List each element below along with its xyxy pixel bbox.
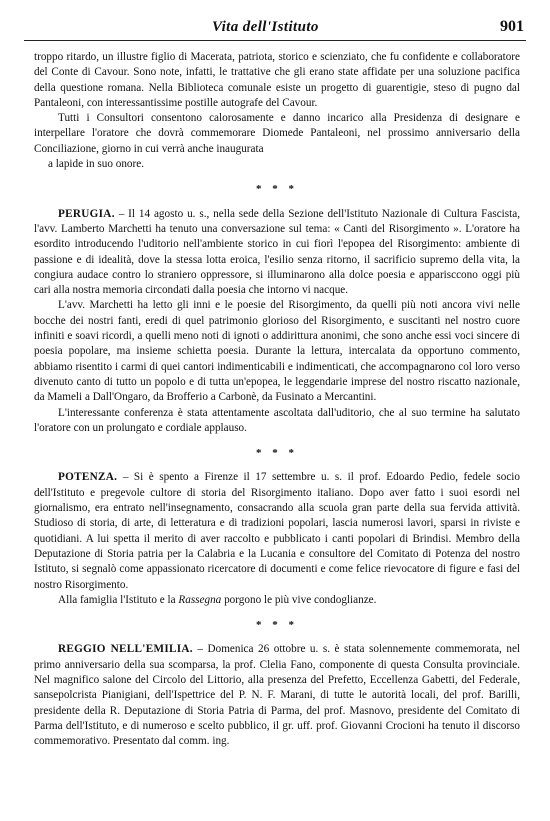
potenza-paragraph: [34, 470, 520, 592]
place-heading-reggio: REGGIO NELL'EMILIA.: [58, 643, 193, 656]
running-title: Vita dell'Istituto: [212, 19, 319, 35]
perugia-paragraph: [34, 207, 520, 299]
reggio-text: – Domenica 26 ottobre u. s. è stata solennemente commemorata, nel primo anniversario della sua scomparsa, la prof. Clelia Fano, componente di questa Consulta provinciale. Nel magnifico salone del Circolo del Littorio, alla presenza del Prefetto, Eccellenza Gabetti, del Federale, sansepolcrista Pianigiani, dell'Ispettrice del P. N. F. Marani, di tutte le autorità locali, del prof. Barilli, presidente della R. Deputazione di Storia Patria di Parma, del prof. Masnovo, presidente del Comitato di Parma dell'Istituto, e di numeroso e scelto pubblico, il gr. uff. prof. Giovanni Crocioni ha tenuto il discorso commemorativo. Presentato dal comm. ing.: [34, 643, 521, 748]
potenza-text: Alla famiglia l'Istituto e la: [58, 593, 176, 606]
section-separator: * * *: [256, 619, 298, 632]
page-header: [24, 18, 526, 42]
place-heading-perugia: PERUGIA.: [58, 207, 115, 220]
perugia-text: – Il 14 agosto u. s., nella sede della Sezione dell'Istituto Nazionale di Cultura Fascista, l'avv. Lamberto Marchetti ha tenuto una conversazione sul tema: « Canti del Risorgimento ». L'oratore ha esordito introducendo l'uditorio nell'ambiente storico in cui fiorì l'epopea del Risorgimento: ambiente di passione e di idealità, dove la stessa lotta eroica, l'esilio senza ritorno, il sacrificio supremo della vita, la congiura audace contro lo straniero oppressore, si illuminarono alla dolce poesia e apparisccono oggi più cari alla nostra memoria circondati dalla poesia che intorno vi nacque.: [34, 207, 520, 297]
reggio-paragraph: [34, 642, 520, 749]
page-number: 901: [500, 18, 524, 35]
journal-name: Rassegna: [178, 593, 222, 606]
perugia-paragraph: L'interessante conferenza è stata attentamente ascoltata dall'uditorio, che al suo termine ha salutato l'oratore con un prolungato e cordiale applauso.: [34, 406, 520, 434]
potenza-text: – Si è spento a Firenze il 17 settembre u. s. il prof. Edoardo Pedio, fedele socio dell'Istituto e pregevole cultore di storia del Risorgimento italiano. Dopo aver fatto i suoi esordi nel giornalismo, era entrato nell'insegnamento, consacrando alla scuola gran parte della sua fervida attività. Studioso di storia, di arte, di letteratura e di tradizioni popolari, lascia numerosi lavori, sparsi in riviste e quotidiani. A lui spetta il merito di aver raccolto e pubblicato i canti popolari di Brindisi. Membro della Deputazione di Storia patria per la Calabria e la Lucania e consultore del Comitato di Potenza del nostro Istituto, si segnalò come appassionato ricercatore di documenti e come felice rievocatore di figure e fasi del nostro Risorgimento.: [34, 471, 520, 591]
perugia-paragraph: L'avv. Marchetti ha letto gli inni e le poesie del Risorgimento, da quelli più noti ancora vivi nelle bocche dei nostri fanti, eredi di quel patrimonio glorioso del Risorgimento, e suscitanti nel nostro cuore infiniti e soavi ricordi, a quelli meno noti di ignoti o addirittura anonimi, che sono anche essi voci sincere di poesia popolare, ma insieme schietta poesia. Durante la lettura, intercalata da opportuno commento, abbiamo risentito i carmi di quei cantori indimenticabili e indimenticati, che accompagnarono col loro verso divenuto canto di tutto un popolo e di tutta un'epopea, le leggendarie imprese del nostro riscatto nazionale, da Mameli a Dall'Ongaro, da Brofferio a Carbonè, da Fusinato a Mercantini.: [34, 299, 520, 404]
intro-paragraph: troppo ritardo, un illustre figlio di Macerata, patriota, storico e scienziato, che fu confidente e collaboratore del Conte di Cavour. Sono note, infatti, le trattative che gli erano state affidate per una soluzione pacifica della questione romana. Nella Biblioteca comunale esiste un progetto di guarentigie, steso di pugno dal Pantaleoni, con interessantissime postille autografe del Cavour.: [34, 51, 520, 109]
section-separator: * * *: [256, 447, 298, 460]
intro-paragraph-end: a lapide in suo onore.: [48, 158, 145, 171]
place-heading-potenza: POTENZA.: [58, 471, 118, 484]
potenza-text: porgono le più vive condoglianze.: [224, 593, 377, 606]
page-body: [34, 50, 520, 749]
header-rule: [24, 40, 526, 41]
intro-paragraph: Tutti i Consultori consentono calorosamente e danno incarico alla Presidenza di designare e interpellare l'oratore che dovrà commemorare Diomede Pantaleoni, nel prossimo anniversario della Conciliazione, giorno in cui verrà anche inaugurata: [34, 112, 520, 155]
potenza-paragraph: [34, 593, 520, 608]
section-separator: * * *: [256, 183, 298, 196]
